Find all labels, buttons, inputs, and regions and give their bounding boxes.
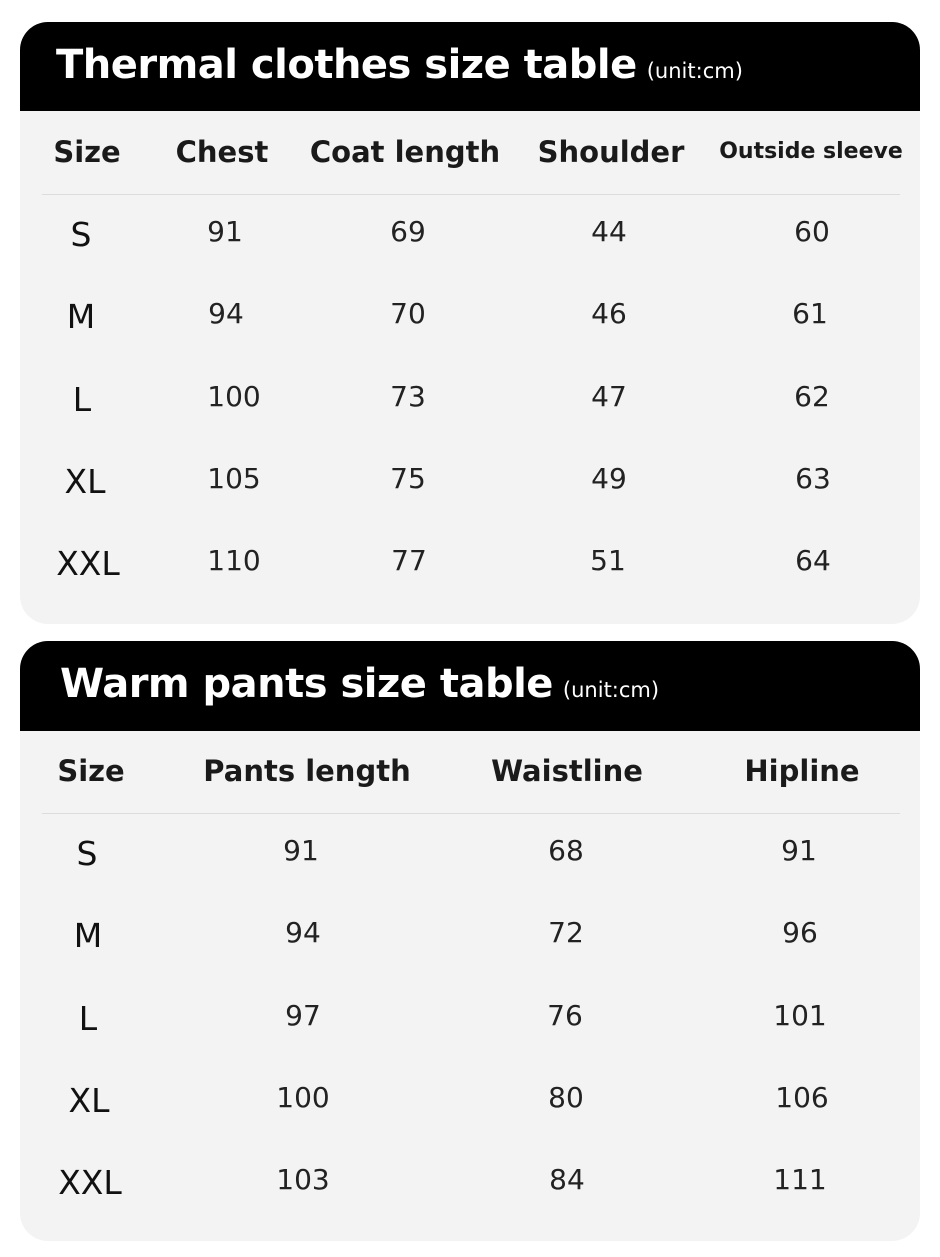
table-row <box>20 544 920 584</box>
size-cell: XL <box>64 462 106 501</box>
column-header-hipline: Hipline <box>744 754 860 788</box>
shoulder-cell: 44 <box>591 215 627 248</box>
coat-length-cell: 69 <box>390 215 426 248</box>
size-cell: M <box>73 916 103 955</box>
column-header-chest: Chest <box>175 135 269 169</box>
shoulder-cell: 46 <box>591 297 627 330</box>
pants-length-cell: 94 <box>285 916 321 949</box>
chest-cell: 110 <box>207 544 261 577</box>
table-row <box>20 462 920 502</box>
thermal-table-unit: (unit:cm) <box>646 59 743 83</box>
thermal-size-table-card <box>20 22 920 624</box>
shoulder-cell: 49 <box>591 462 627 495</box>
pants-length-cell: 103 <box>276 1163 330 1196</box>
shoulder-cell: 51 <box>590 544 626 577</box>
waistline-cell: 76 <box>547 999 583 1032</box>
column-header-shoulder: Shoulder <box>537 135 685 169</box>
column-header-outside-sleeve: Outside sleeve <box>719 139 903 164</box>
hipline-cell: 106 <box>775 1081 829 1114</box>
table-row <box>20 1163 920 1203</box>
column-header-size: Size <box>57 754 125 788</box>
outside-sleeve-cell: 60 <box>794 215 830 248</box>
size-cell: XXL <box>56 544 120 583</box>
pants-length-cell: 91 <box>283 834 319 867</box>
thermal-column-headers <box>20 135 920 175</box>
size-cell: L <box>72 380 92 419</box>
column-header-coat-length: Coat length <box>309 135 501 169</box>
hipline-cell: 91 <box>781 834 817 867</box>
column-header-size: Size <box>53 135 121 169</box>
table-row <box>20 916 920 956</box>
chest-cell: 91 <box>207 215 243 248</box>
header-divider <box>42 194 900 195</box>
pants-length-cell: 97 <box>285 999 321 1032</box>
header-divider <box>42 813 900 814</box>
waistline-cell: 80 <box>548 1081 584 1114</box>
waistline-cell: 84 <box>549 1163 585 1196</box>
table-row <box>20 999 920 1039</box>
thermal-table-header-bar <box>20 22 920 111</box>
size-cell: XXL <box>58 1163 122 1202</box>
outside-sleeve-cell: 61 <box>792 297 828 330</box>
shoulder-cell: 47 <box>591 380 627 413</box>
outside-sleeve-cell: 64 <box>795 544 831 577</box>
pants-column-headers <box>20 754 920 794</box>
chest-cell: 105 <box>207 462 261 495</box>
chest-cell: 94 <box>208 297 244 330</box>
thermal-table-title: Thermal clothes size table <box>56 42 637 88</box>
size-cell: M <box>66 297 96 336</box>
size-cell: XL <box>68 1081 110 1120</box>
outside-sleeve-cell: 63 <box>795 462 831 495</box>
chest-cell: 100 <box>207 380 261 413</box>
hipline-cell: 111 <box>773 1163 827 1196</box>
pants-length-cell: 100 <box>276 1081 330 1114</box>
size-cell: S <box>70 215 92 254</box>
hipline-cell: 96 <box>782 916 818 949</box>
column-header-pants-length: Pants length <box>203 754 411 788</box>
table-row <box>20 1081 920 1121</box>
size-cell: L <box>78 999 98 1038</box>
column-header-waistline: Waistline <box>491 754 643 788</box>
table-row <box>20 215 920 255</box>
table-row <box>20 297 920 337</box>
pants-table-header-bar <box>20 641 920 731</box>
pants-size-table-card <box>20 641 920 1241</box>
outside-sleeve-cell: 62 <box>794 380 830 413</box>
size-cell: S <box>76 834 98 873</box>
coat-length-cell: 73 <box>390 380 426 413</box>
hipline-cell: 101 <box>773 999 827 1032</box>
pants-table-unit: (unit:cm) <box>562 678 660 702</box>
table-row <box>20 834 920 874</box>
coat-length-cell: 70 <box>390 297 426 330</box>
table-row <box>20 380 920 420</box>
waistline-cell: 68 <box>548 834 584 867</box>
coat-length-cell: 75 <box>390 462 426 495</box>
pants-table-title: Warm pants size table <box>60 661 553 707</box>
coat-length-cell: 77 <box>391 544 427 577</box>
waistline-cell: 72 <box>548 916 584 949</box>
